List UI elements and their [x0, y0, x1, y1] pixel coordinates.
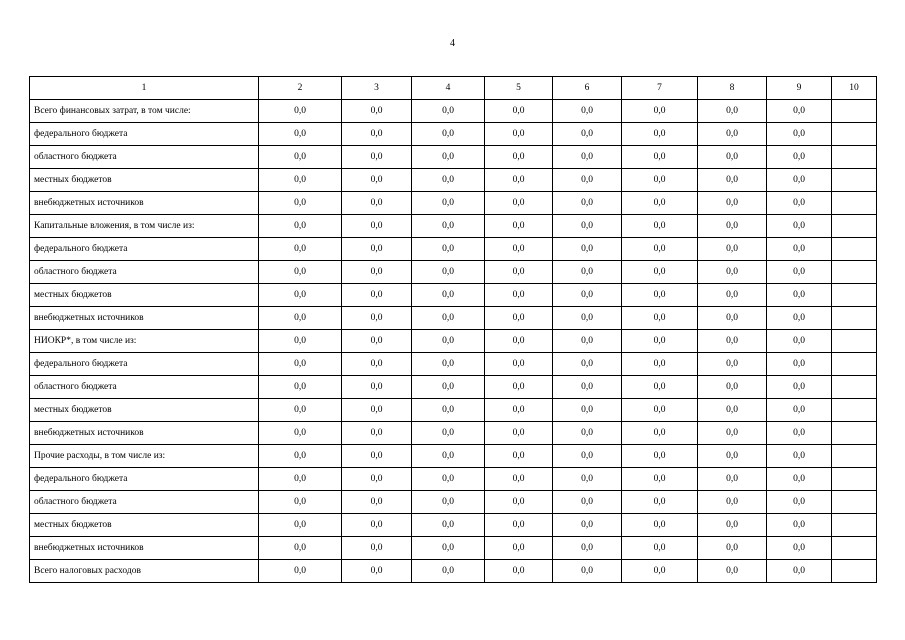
table-cell: 0,0 [485, 491, 553, 514]
table-cell: 0,0 [553, 169, 622, 192]
table-cell: 0,0 [412, 100, 485, 123]
table-cell: 0,0 [698, 330, 767, 353]
table-cell: 0,0 [698, 261, 767, 284]
table-row [30, 514, 877, 537]
table-cell: 0,0 [553, 560, 622, 583]
table-cell: 0,0 [622, 215, 698, 238]
table-cell: 0,0 [622, 514, 698, 537]
table-row [30, 100, 877, 123]
table-cell: 0,0 [767, 330, 832, 353]
table-cell: 0,0 [698, 468, 767, 491]
table-cell: 0,0 [767, 307, 832, 330]
table-cell: 0,0 [342, 422, 412, 445]
header-row [30, 77, 877, 100]
table-cell: 0,0 [259, 491, 342, 514]
table-row [30, 284, 877, 307]
table-cell: 0,0 [412, 192, 485, 215]
table-cell [832, 261, 877, 284]
table-cell: 0,0 [767, 445, 832, 468]
table-cell [832, 192, 877, 215]
table-row [30, 261, 877, 284]
table-cell: 0,0 [259, 514, 342, 537]
table-cell: 0,0 [259, 560, 342, 583]
row-label: федерального бюджета [30, 238, 259, 261]
table-cell: 0,0 [259, 284, 342, 307]
table-cell: 0,0 [553, 284, 622, 307]
table-cell: 0,0 [553, 146, 622, 169]
table-cell: 0,0 [553, 307, 622, 330]
table-row [30, 146, 877, 169]
table-cell [832, 215, 877, 238]
table-row [30, 238, 877, 261]
table-cell: 0,0 [767, 100, 832, 123]
table-cell [832, 146, 877, 169]
table-cell: 0,0 [622, 238, 698, 261]
table-cell: 0,0 [698, 215, 767, 238]
table-cell: 0,0 [412, 215, 485, 238]
table-row [30, 330, 877, 353]
table-cell [832, 491, 877, 514]
page-number: 4 [450, 38, 455, 49]
table-row [30, 399, 877, 422]
table-cell: 0,0 [259, 100, 342, 123]
row-label: Всего налоговых расходов [30, 560, 259, 583]
table-cell: 0,0 [622, 146, 698, 169]
table-cell: 0,0 [259, 445, 342, 468]
table-cell: 0,0 [412, 146, 485, 169]
table-cell: 0,0 [622, 353, 698, 376]
table-cell: 0,0 [412, 445, 485, 468]
table-row [30, 537, 877, 560]
column-header: 1 [30, 77, 259, 100]
row-label: внебюджетных источников [30, 537, 259, 560]
row-label: местных бюджетов [30, 284, 259, 307]
table-cell [832, 100, 877, 123]
column-header: 5 [485, 77, 553, 100]
table-cell: 0,0 [485, 514, 553, 537]
table-cell: 0,0 [342, 491, 412, 514]
table-cell: 0,0 [698, 422, 767, 445]
row-label: местных бюджетов [30, 399, 259, 422]
table-cell: 0,0 [259, 307, 342, 330]
table-cell: 0,0 [342, 123, 412, 146]
table-row [30, 353, 877, 376]
table-cell: 0,0 [485, 537, 553, 560]
column-header: 6 [553, 77, 622, 100]
table-row [30, 307, 877, 330]
table-cell: 0,0 [485, 468, 553, 491]
table-cell: 0,0 [259, 215, 342, 238]
table-cell: 0,0 [622, 399, 698, 422]
table-row [30, 422, 877, 445]
table-cell: 0,0 [412, 123, 485, 146]
table-cell: 0,0 [485, 445, 553, 468]
table-cell [832, 307, 877, 330]
table-cell: 0,0 [412, 491, 485, 514]
table-cell: 0,0 [767, 376, 832, 399]
table-cell [832, 330, 877, 353]
table-cell: 0,0 [485, 284, 553, 307]
table-cell: 0,0 [767, 261, 832, 284]
table-cell: 0,0 [412, 560, 485, 583]
table-row [30, 560, 877, 583]
column-header: 3 [342, 77, 412, 100]
table-cell: 0,0 [622, 537, 698, 560]
table-cell [832, 468, 877, 491]
table-cell: 0,0 [412, 307, 485, 330]
row-label: областного бюджета [30, 491, 259, 514]
table-cell: 0,0 [767, 353, 832, 376]
table-row [30, 376, 877, 399]
table-cell: 0,0 [485, 307, 553, 330]
table-cell: 0,0 [259, 146, 342, 169]
row-label: местных бюджетов [30, 169, 259, 192]
table-cell: 0,0 [259, 399, 342, 422]
table-cell: 0,0 [485, 330, 553, 353]
table-cell: 0,0 [342, 468, 412, 491]
table-cell: 0,0 [767, 537, 832, 560]
row-label: НИОКР*, в том числе из: [30, 330, 259, 353]
table-cell: 0,0 [342, 169, 412, 192]
table-cell: 0,0 [259, 169, 342, 192]
row-label: внебюджетных источников [30, 192, 259, 215]
table-cell: 0,0 [698, 376, 767, 399]
table-cell: 0,0 [622, 307, 698, 330]
table-cell: 0,0 [553, 123, 622, 146]
table-cell: 0,0 [342, 376, 412, 399]
table-cell: 0,0 [412, 468, 485, 491]
table-cell: 0,0 [622, 422, 698, 445]
table-cell: 0,0 [485, 353, 553, 376]
table-cell: 0,0 [553, 491, 622, 514]
table-cell: 0,0 [485, 238, 553, 261]
table-cell: 0,0 [485, 192, 553, 215]
financial-table [29, 76, 877, 583]
table-cell: 0,0 [553, 192, 622, 215]
table-cell: 0,0 [698, 560, 767, 583]
table-cell: 0,0 [553, 514, 622, 537]
table-cell: 0,0 [767, 123, 832, 146]
table-cell: 0,0 [485, 376, 553, 399]
table-cell: 0,0 [698, 307, 767, 330]
table-cell: 0,0 [412, 238, 485, 261]
table-cell: 0,0 [342, 261, 412, 284]
table-cell: 0,0 [412, 169, 485, 192]
table-cell: 0,0 [698, 353, 767, 376]
table-cell: 0,0 [553, 422, 622, 445]
table-cell [832, 284, 877, 307]
table-cell: 0,0 [698, 238, 767, 261]
table-cell: 0,0 [698, 146, 767, 169]
table-cell: 0,0 [342, 100, 412, 123]
column-header: 2 [259, 77, 342, 100]
table-cell [832, 376, 877, 399]
row-label: внебюджетных источников [30, 422, 259, 445]
table-cell: 0,0 [259, 330, 342, 353]
table-cell: 0,0 [767, 215, 832, 238]
table-cell: 0,0 [259, 422, 342, 445]
table-cell: 0,0 [412, 537, 485, 560]
table-cell: 0,0 [698, 169, 767, 192]
table-cell: 0,0 [412, 284, 485, 307]
table-cell: 0,0 [698, 537, 767, 560]
table-cell: 0,0 [342, 330, 412, 353]
table-cell: 0,0 [485, 215, 553, 238]
column-header: 9 [767, 77, 832, 100]
row-label: областного бюджета [30, 261, 259, 284]
row-label: Всего финансовых затрат, в том числе: [30, 100, 259, 123]
table-cell: 0,0 [698, 491, 767, 514]
table-cell: 0,0 [553, 100, 622, 123]
table-row [30, 123, 877, 146]
table-cell: 0,0 [259, 261, 342, 284]
row-label: Прочие расходы, в том числе из: [30, 445, 259, 468]
table-cell [832, 238, 877, 261]
table-row [30, 192, 877, 215]
column-header: 4 [412, 77, 485, 100]
table-cell: 0,0 [342, 192, 412, 215]
table-cell: 0,0 [553, 376, 622, 399]
table-cell: 0,0 [622, 123, 698, 146]
table-cell: 0,0 [412, 330, 485, 353]
table-cell: 0,0 [767, 560, 832, 583]
table-cell: 0,0 [622, 468, 698, 491]
table-cell: 0,0 [342, 353, 412, 376]
table-cell [832, 169, 877, 192]
table-cell: 0,0 [698, 123, 767, 146]
table-cell [832, 560, 877, 583]
table-cell: 0,0 [767, 192, 832, 215]
table-cell [832, 422, 877, 445]
table-cell: 0,0 [698, 192, 767, 215]
table-cell: 0,0 [412, 514, 485, 537]
table-cell: 0,0 [259, 376, 342, 399]
table-cell: 0,0 [767, 514, 832, 537]
table-cell: 0,0 [412, 422, 485, 445]
row-label: федерального бюджета [30, 123, 259, 146]
table-cell: 0,0 [342, 238, 412, 261]
table-cell: 0,0 [698, 445, 767, 468]
table-cell: 0,0 [553, 215, 622, 238]
table-cell [832, 353, 877, 376]
table-cell: 0,0 [767, 491, 832, 514]
table-cell: 0,0 [412, 261, 485, 284]
table-cell: 0,0 [698, 284, 767, 307]
table-cell: 0,0 [553, 330, 622, 353]
row-label: федерального бюджета [30, 468, 259, 491]
row-label: внебюджетных источников [30, 307, 259, 330]
row-label: областного бюджета [30, 376, 259, 399]
table-cell: 0,0 [342, 445, 412, 468]
table-cell: 0,0 [485, 100, 553, 123]
table-cell: 0,0 [342, 514, 412, 537]
row-label: местных бюджетов [30, 514, 259, 537]
table-cell: 0,0 [259, 238, 342, 261]
table-cell: 0,0 [485, 123, 553, 146]
row-label: областного бюджета [30, 146, 259, 169]
table-cell: 0,0 [767, 146, 832, 169]
table-row [30, 491, 877, 514]
table-cell: 0,0 [767, 284, 832, 307]
table-cell: 0,0 [698, 399, 767, 422]
table-cell: 0,0 [622, 376, 698, 399]
row-label: Капитальные вложения, в том числе из: [30, 215, 259, 238]
table-cell: 0,0 [767, 422, 832, 445]
table-row [30, 169, 877, 192]
row-label: федерального бюджета [30, 353, 259, 376]
table-cell: 0,0 [259, 123, 342, 146]
column-header: 10 [832, 77, 877, 100]
table-cell: 0,0 [342, 307, 412, 330]
table-cell [832, 399, 877, 422]
table-cell: 0,0 [412, 376, 485, 399]
table-cell: 0,0 [553, 399, 622, 422]
table-cell: 0,0 [767, 468, 832, 491]
table-cell: 0,0 [553, 468, 622, 491]
table-cell: 0,0 [485, 399, 553, 422]
table-cell [832, 123, 877, 146]
table-cell: 0,0 [622, 330, 698, 353]
column-header: 7 [622, 77, 698, 100]
table-cell: 0,0 [553, 261, 622, 284]
table-cell: 0,0 [342, 215, 412, 238]
table-cell [832, 537, 877, 560]
table-cell [832, 445, 877, 468]
table-cell: 0,0 [622, 560, 698, 583]
table-cell: 0,0 [622, 169, 698, 192]
table-cell: 0,0 [553, 445, 622, 468]
table-cell: 0,0 [342, 399, 412, 422]
table-cell: 0,0 [342, 537, 412, 560]
table-cell: 0,0 [553, 353, 622, 376]
table-cell: 0,0 [622, 261, 698, 284]
table-cell: 0,0 [698, 100, 767, 123]
table-row [30, 215, 877, 238]
table-cell: 0,0 [553, 537, 622, 560]
table-cell: 0,0 [698, 514, 767, 537]
table-cell: 0,0 [259, 192, 342, 215]
table-cell: 0,0 [767, 399, 832, 422]
table-cell: 0,0 [259, 353, 342, 376]
table-cell: 0,0 [342, 560, 412, 583]
table-cell: 0,0 [767, 238, 832, 261]
table-cell: 0,0 [259, 468, 342, 491]
table-body [30, 100, 877, 583]
table-cell: 0,0 [622, 284, 698, 307]
table-row [30, 445, 877, 468]
table-cell: 0,0 [767, 169, 832, 192]
table-cell: 0,0 [485, 146, 553, 169]
table-cell: 0,0 [342, 284, 412, 307]
table-cell: 0,0 [342, 146, 412, 169]
table-cell: 0,0 [622, 100, 698, 123]
table-cell: 0,0 [412, 353, 485, 376]
table-cell: 0,0 [259, 537, 342, 560]
table-cell: 0,0 [485, 422, 553, 445]
table-cell: 0,0 [485, 169, 553, 192]
table-row [30, 468, 877, 491]
table-cell: 0,0 [622, 491, 698, 514]
table-cell: 0,0 [412, 399, 485, 422]
table-cell: 0,0 [485, 261, 553, 284]
column-header: 8 [698, 77, 767, 100]
table-cell: 0,0 [553, 238, 622, 261]
table-cell: 0,0 [622, 192, 698, 215]
table-cell: 0,0 [622, 445, 698, 468]
table-cell [832, 514, 877, 537]
table-cell: 0,0 [485, 560, 553, 583]
